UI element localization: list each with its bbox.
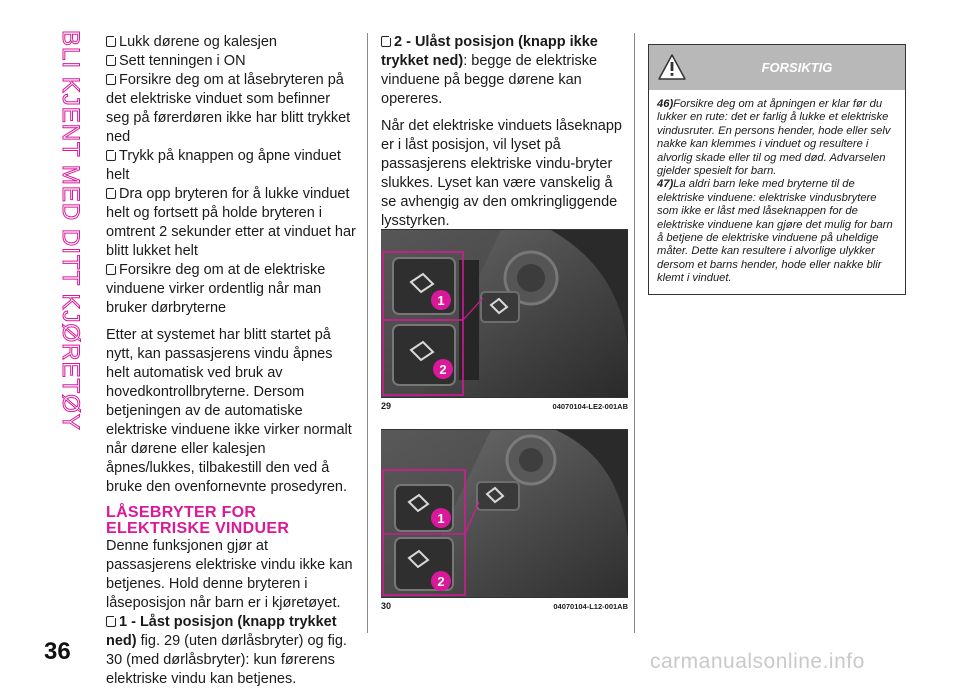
window-switch-panel-illustration xyxy=(381,430,628,597)
caution-header xyxy=(649,45,905,90)
step-item: 2 - Ulåst posisjon (knapp ikke trykket ned): begge de elektriske vinduene på begge dørene kan opereres. xyxy=(381,34,598,107)
svg-text:1: 1 xyxy=(437,293,445,308)
step-item: Forsikre deg om at de elektriske vinduene virker ordentlig når man bruker dørbryterne xyxy=(106,262,326,316)
figure-image xyxy=(381,230,628,397)
checkbox-icon xyxy=(106,264,116,275)
figure-code: 04070104-LE2-001AB xyxy=(552,402,628,411)
footer-watermark: carmanualsonline.info xyxy=(650,650,865,673)
caution-body xyxy=(649,90,905,294)
step-item: Lukk dørene og kalesjen xyxy=(106,33,356,52)
checkbox-icon xyxy=(106,616,116,627)
figure-image xyxy=(381,430,628,597)
column-divider xyxy=(634,33,635,633)
section-heading: LÅSEBRYTER FOR ELEKTRISKE VINDUER xyxy=(106,504,290,537)
section-side-label: BLI KJENT MED DITT KJØRETØY xyxy=(57,30,84,431)
column-1 xyxy=(106,33,356,689)
checkbox-icon xyxy=(381,36,391,47)
step-item: Forsikre deg om at låsebryteren på det elektriske vinduet som befinner seg på førerdøren ikke har blitt trykket ned xyxy=(106,72,351,145)
column-2 xyxy=(381,33,631,231)
svg-text:2: 2 xyxy=(439,362,447,377)
step-item: 1 - Låst posisjon (knapp trykket ned) fig. 29 (uten dørlåsbryter) og fig. 30 (med dørlåsbryter): kun førerens elektriske vindu kan betjenes. xyxy=(106,614,347,687)
figure-number: 30 xyxy=(381,601,392,611)
checkbox-icon xyxy=(106,55,116,66)
caution-note: 46)Forsikre deg om at åpningen er klar før du lukker en rute: det er farlig å lukke et elektriske vindusruter. En persons hender, hode eller selv nakke kan klemmes i vinduet og resultere i alvorlig skade eller til og med død. Advarselen gjelder spesielt for barn. xyxy=(657,98,891,178)
figure-code: 04070104-L12-001AB xyxy=(553,602,628,611)
paragraph-lock-switch: Denne funksjonen gjør at passasjerens elektriske vindu ikke kan betjenes. Hold denne bryteren i låseposisjon når barn er i kjøretøyet. xyxy=(106,538,353,611)
step-item: Sett tenningen i ON xyxy=(106,52,356,71)
svg-text:2: 2 xyxy=(437,574,445,589)
figure-number: 29 xyxy=(381,401,392,411)
figure-caption xyxy=(381,398,628,411)
svg-text:1: 1 xyxy=(437,511,445,526)
checkbox-icon xyxy=(106,188,116,199)
checkbox-icon xyxy=(106,150,116,161)
paragraph-light: Når det elektriske vinduets låseknapp er i låst posisjon, vil lyset på passasjerens elektriske vindu-bryter slukkes. Lyset kan være vanskelig å se avhengig av den omkringliggende lysstyrken. xyxy=(381,118,622,229)
figure-caption xyxy=(381,598,628,611)
checkbox-icon xyxy=(106,36,116,47)
figure-30 xyxy=(381,429,628,611)
caution-note: 47)La aldri barn leke med bryterne til de elektriske vinduene: elektriske vindusbrytere som ikke er låst med låseknappen for de elektriske vinduene kan gjøre det mulig for barn å betjene de elektriske vinduene på uheldige måter. Dette kan resultere i alvorlige ulykker dersom et barns hender, hode eller nakke blir klemt i vinduet. xyxy=(657,178,893,285)
caution-box xyxy=(648,44,906,295)
paragraph-restart: Etter at systemet har blitt startet på nytt, kan passasjerens vindu åpnes helt automatisk ved bruk av hovedkontrollbryterne. Dersom betjeningen av de automatiske elektriske vinduene ikke virker normalt når dørene eller kalesjen åpnes/lukkes, tilbakestill den ved å bruke den ovenfornevnte prosedyren. xyxy=(106,327,352,495)
step-item: Dra opp bryteren for å lukke vinduet helt og fortsett på holde bryteren i omtrent 2 sekunder etter at vinduet har blitt lukket helt xyxy=(106,186,356,259)
step-item: Trykk på knappen og åpne vinduet helt xyxy=(106,148,341,183)
column-divider xyxy=(367,33,368,633)
checkbox-icon xyxy=(106,74,116,85)
caution-title: FORSIKTIG xyxy=(761,60,833,75)
page-number: 36 xyxy=(44,638,71,665)
figure-29 xyxy=(381,229,628,411)
window-switch-panel-illustration xyxy=(381,230,628,397)
